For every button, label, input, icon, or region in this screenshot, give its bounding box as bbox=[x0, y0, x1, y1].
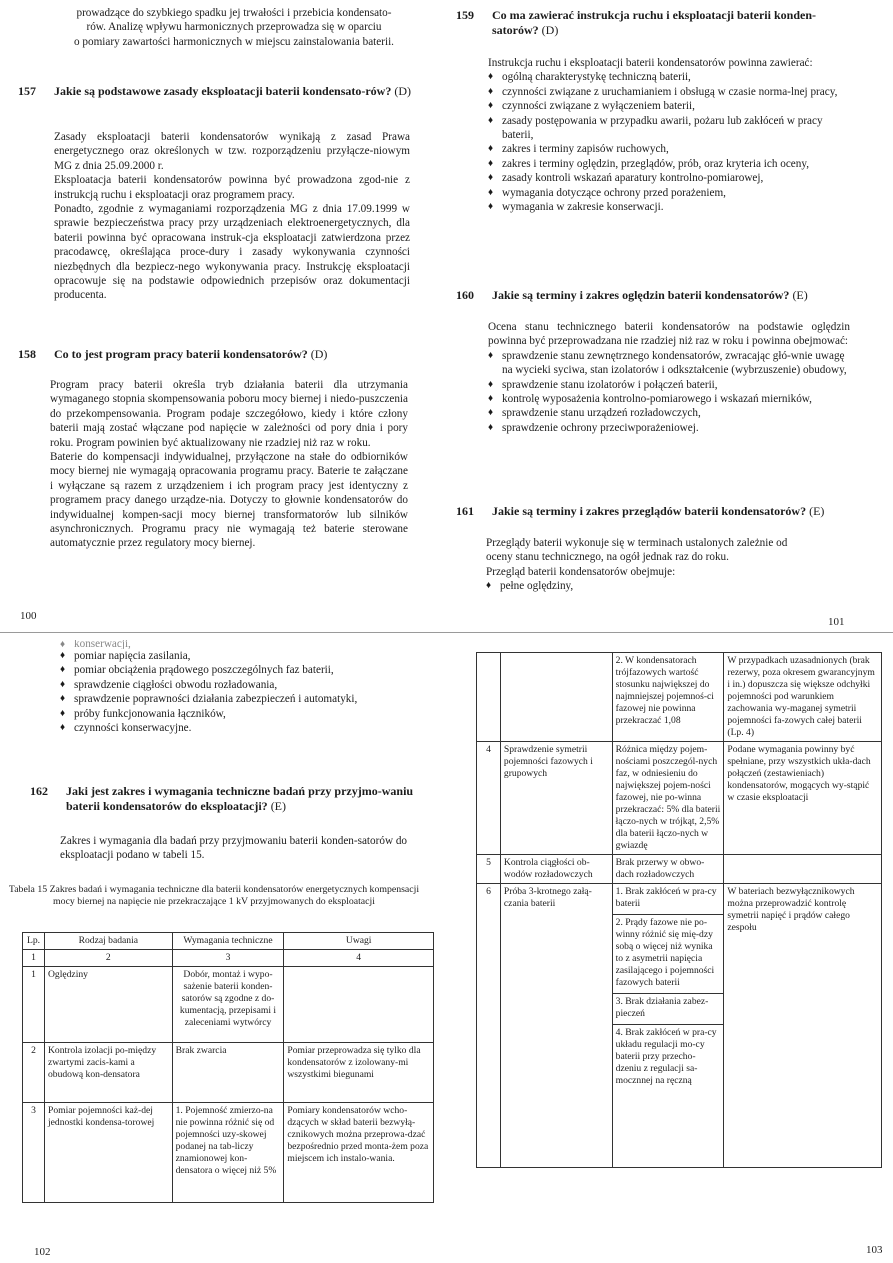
table-cell: 2 bbox=[23, 1043, 45, 1103]
p100-intro bbox=[54, 6, 414, 49]
table-cell: Oględziny bbox=[44, 967, 172, 1043]
table-cell: Dobór, montaż i wypo-sażenie baterii konden-satorów są zgodne z do-kumentacją, przepisami i zaleceniami wytwórcy bbox=[172, 967, 284, 1043]
bullet-list bbox=[488, 349, 850, 435]
list-item: ♦ wymagania w zakresie konserwacji. bbox=[488, 200, 850, 214]
paragraph: Zasady eksploatacji baterii kondensatorów wynikają z zasad Prawa energetycznego oraz określonych w tzw. rozporządzeniu przyłącze-niowym MG z dnia 25.09.2000 r. bbox=[54, 131, 410, 172]
page-number: 102 bbox=[34, 1246, 51, 1258]
requirement-item: 1. Brak zakłóceń w pra-cy baterii bbox=[615, 886, 717, 909]
list-item: ♦ czynności związane z wyłączeniem baterii, bbox=[488, 99, 850, 113]
table-cell: Sprawdzenie symetrii pojemności fazowych i grupowych bbox=[500, 742, 612, 855]
table-cell: Pomiary kondensatorów wcho-dzących w skład baterii bezwyłą-cznikowych można przeprowa-dzać bezpośrednio przed monta-żem poza miejscem ich instalo-wania. bbox=[284, 1103, 434, 1203]
bullet-list bbox=[60, 640, 420, 735]
list-item: ♦ sprawdzenie stanu izolatorów i połączeń baterii, bbox=[488, 378, 850, 392]
p100-intro-line: prowadzące do szybkiego spadku jej trwałości i przebicia kondensato- bbox=[76, 7, 392, 19]
question-161-body bbox=[486, 536, 852, 594]
question-number: 159 bbox=[456, 8, 474, 22]
question-160-body bbox=[488, 320, 850, 435]
table-cell: 2 bbox=[44, 950, 172, 967]
requirement-item: 4. Brak zakłóceń w pra-cy układu regulacji mo-cy baterii przy przecho-dzeniu z regulacji sa-mocznnej na ręczną bbox=[613, 1024, 724, 1089]
question-level: (D) bbox=[310, 347, 328, 361]
table-15-caption: Tabela 15 Zakres badań i wymagania techniczne dla baterii kondensatorów energetycznych kompensacji mocy biernej na napięcie nie przekraczające 1 kV przyjmowanych do eksploatacji bbox=[8, 884, 420, 907]
question-162-heading bbox=[30, 784, 430, 814]
question-158-heading bbox=[18, 347, 418, 362]
table-cell: Brak przerwy w obwo-dach rozładowczych bbox=[612, 855, 724, 884]
list-item: ♦ zakres i terminy zapisów ruchowych, bbox=[488, 142, 850, 156]
table-row bbox=[23, 1103, 434, 1203]
question-157-heading bbox=[18, 84, 418, 99]
requirement-item: 3. Brak działania zabez-pieczeń bbox=[613, 993, 724, 1022]
paragraph: Baterie do kompensacji indywidualnej, przyłączone na stałe do odbiorników mocy biernej nie wymagają opracowania programu pracy. Baterie te załączane i wyłączane są razem z urządzeniem i ich program pracy jest identyczny z programem pracy danego urządze-nia. Dotyczy to głownie kondensatorów do indywidualnej kompen-sacji mocy biernej transformatorów lub silników asynchronicznych. Programu pracy nie wymagają też baterie sterowane automatycznie przez regulatory mocy biernej. bbox=[50, 451, 408, 550]
question-160-heading bbox=[456, 288, 856, 303]
table-cell bbox=[612, 884, 724, 1168]
question-title: Jaki jest zakres i wymagania techniczne badań przy przyjmo-waniu baterii kondensatorów do eksploatacji? bbox=[66, 784, 414, 813]
question-level: (D) bbox=[541, 23, 559, 37]
page-number: 100 bbox=[20, 610, 37, 622]
question-title: Jakie są terminy i zakres przeglądów baterii kondensatorów? bbox=[492, 504, 807, 518]
page-number: 101 bbox=[828, 616, 845, 628]
list-item: ♦ czynności związane z uruchamianiem i obsługą w czasie norma-lnej pracy, bbox=[488, 85, 850, 99]
paragraph-line: Przeglądy baterii wykonuje się w terminach ustalonych zależnie od bbox=[486, 537, 788, 549]
p100-intro-line: o pomiary zawartości harmonicznych w miejscu zainstalowania baterii. bbox=[74, 35, 394, 48]
question-title: Co to jest program pracy baterii kondensatorów? bbox=[54, 347, 308, 361]
table-cell: Różnica między pojem-nościami poszczegól-nych faz, w odniesieniu do największej pojem-ności fazowej, nie po-winna przekraczać: 5% dla baterii łączo-nych w trójkąt, 2,5% dla baterii łączo-nych w gwiazdę bbox=[612, 742, 724, 855]
table-cell: W przypadkach uzasadnionych (brak rezerwy, poza okresem gwarancyjnym i in.) dopuszcza się większe odchyłki pojemności pod warunkiem zachowania wy-maganej symetrii pojemności fa-zowych całej baterii (Lp. 4) bbox=[724, 653, 882, 742]
table-column-number-row bbox=[23, 950, 434, 967]
table-cell bbox=[500, 653, 612, 742]
p100-intro-line: rów. Analizę wpływu harmonicznych przeprowadza się w oparciu bbox=[86, 21, 382, 34]
question-level: (E) bbox=[809, 504, 825, 518]
table-row bbox=[477, 742, 882, 855]
question-level: (E) bbox=[270, 799, 287, 813]
list-item: ♦ zasady kontroli wskazań aparatury kontrolno-pomiarowej, bbox=[488, 171, 850, 185]
list-item: ♦ konserwacji, bbox=[60, 640, 420, 649]
table-cell: Kontrola ciągłości ob-wodów rozładowczych bbox=[500, 855, 612, 884]
table-row bbox=[23, 967, 434, 1043]
paragraph: Zakres i wymagania dla badań przy przyjmowaniu baterii konden-satorów do eksploatacji podano w tabeli 15. bbox=[60, 835, 408, 862]
table-cell: 1 bbox=[23, 950, 45, 967]
list-item: ♦ pełne oględziny, bbox=[486, 579, 852, 593]
table-cell: 6 bbox=[477, 884, 501, 1168]
list-item: ♦ zakres i terminy oględzin, przeglądów, prób, oraz kryteria ich oceny, bbox=[488, 157, 850, 171]
paragraph-line: oceny stanu technicznego, na ogół jednak raz do roku. bbox=[486, 551, 729, 564]
table-cell bbox=[724, 855, 882, 884]
paragraph-line: Przegląd baterii kondensatorów obejmuje: bbox=[486, 565, 676, 578]
question-number: 157 bbox=[18, 84, 36, 98]
table-header-cell: Lp. bbox=[23, 933, 45, 950]
table-row bbox=[477, 855, 882, 884]
table-cell: Brak zwarcia bbox=[172, 1043, 284, 1103]
question-number: 161 bbox=[456, 504, 474, 518]
list-item: ♦ próby funkcjonowania łączników, bbox=[60, 707, 420, 721]
paragraph: Eksploatacja baterii kondensatorów powinna być prowadzona zgod-nie z instrukcją ruchu i eksploatacji oraz programem pracy. bbox=[54, 174, 410, 201]
table-row bbox=[477, 884, 882, 1168]
table-cell: 3 bbox=[172, 950, 284, 967]
table-cell: 4 bbox=[477, 742, 501, 855]
question-159-body bbox=[488, 56, 850, 214]
question-161-heading bbox=[456, 504, 856, 519]
list-item: ♦ sprawdzenie stanu zewnętrznego kondensatorów, zwracając głó-wnie uwagę na wycieki syciwa, stan izolatorów i odkształcenie (wybrzuszenie) obudowy, bbox=[488, 349, 850, 378]
list-item: ♦ wymagania dotyczące ochrony przed porażeniem, bbox=[488, 186, 850, 200]
question-number: 158 bbox=[18, 347, 36, 361]
table-cell: Pomiar pojemności każ-dej jednostki kondensa-torowej bbox=[44, 1103, 172, 1203]
table-header-cell: Rodzaj badania bbox=[44, 933, 172, 950]
table-cell: 4 bbox=[284, 950, 434, 967]
question-number: 160 bbox=[456, 288, 474, 302]
table-header-cell: Uwagi bbox=[284, 933, 434, 950]
list-item: ♦ czynności konserwacyjne. bbox=[60, 721, 420, 735]
table-cell: 3 bbox=[23, 1103, 45, 1203]
question-158-body bbox=[50, 378, 408, 551]
table-row bbox=[23, 1043, 434, 1103]
table-cell: 1. Pojemność zmierzo-na nie powinna różnić się od pojemności uzy-skowej podanej na tab-liczy znamionowej kon-densatora o więcej niż 5% bbox=[172, 1103, 284, 1203]
question-level: (D) bbox=[394, 84, 412, 98]
table-cell: W bateriach bezwyłącznikowych można przeprowadzić kontrolę symetrii napięć i prądów całego zespołu bbox=[724, 884, 882, 1168]
requirement-item: 2. Prądy fazowe nie po-winny różnić się mię-dzy sobą o więcej niż wynika to z asymetrii napięcia zasilającego i pojemności fazowych baterii bbox=[613, 914, 724, 991]
bullet-list bbox=[486, 579, 852, 593]
paragraph: Program pracy baterii określa tryb działania baterii dla utrzymania wymaganego stopnia skompensowania poboru mocy biernej i niedo-puszczenia do przekompensowania. Program podaje szczegółowo, kiedy i które człony baterii mają zostać włączane pod napięcie w zależności od pory dnia i pory roku. Program powinien być aktualizowany nie rzadziej niż raz w roku. bbox=[50, 379, 408, 449]
table-cell: Pomiar przeprowadza się tylko dla kondensatorów z izolowany-mi wszystkimi biegunami bbox=[284, 1043, 434, 1103]
question-level: (E) bbox=[792, 288, 808, 302]
p102-checklist bbox=[60, 640, 420, 735]
question-number: 162 bbox=[30, 784, 48, 798]
table-row bbox=[477, 653, 882, 742]
question-title: Jakie są terminy i zakres oględzin baterii kondensatorów? bbox=[492, 288, 790, 302]
question-162-body bbox=[60, 834, 422, 863]
list-item: ♦ kontrolę wyposażenia kontrolno-pomiarowego i wskazań mierników, bbox=[488, 392, 850, 406]
table-header-cell: Wymagania techniczne bbox=[172, 933, 284, 950]
paragraph: Ocena stanu technicznego baterii kondensatorów na podstawie oględzin powinna być przeprowadzana nie rzadziej niż raz w roku i powinna obejmować: bbox=[488, 321, 850, 348]
table-cell: 5 bbox=[477, 855, 501, 884]
page-number: 103 bbox=[866, 1244, 883, 1256]
list-item: ♦ pomiar napięcia zasilania, bbox=[60, 649, 420, 663]
table-cell: Kontrola izolacji po-między zwartymi zacis-kami a obudową kon-densatora bbox=[44, 1043, 172, 1103]
list-item: ♦ sprawdzenie ochrony przeciwporażeniowej. bbox=[488, 421, 850, 435]
list-item: ♦ pomiar obciążenia prądowego poszczególnych faz baterii, bbox=[60, 663, 420, 677]
table-cell: Podane wymagania powinny być spełniane, przy wszystkich ukła-dach połączeń (zestawieniach) kondensatorów, mogących wy-stąpić w czasie eksploatacji bbox=[724, 742, 882, 855]
list-item: ♦ zasady postępowania w przypadku awarii, pożaru lub zakłóceń w pracy baterii, bbox=[488, 114, 850, 143]
table-15-part-1 bbox=[22, 932, 434, 1203]
page-divider bbox=[0, 632, 893, 633]
table-cell: Próba 3-krotnego załą-czania baterii bbox=[500, 884, 612, 1168]
list-item: ♦ ogólną charakterystykę techniczną baterii, bbox=[488, 70, 850, 84]
list-item: ♦ sprawdzenie stanu urządzeń rozładowczych, bbox=[488, 406, 850, 420]
table-cell: 1 bbox=[23, 967, 45, 1043]
list-item: ♦ sprawdzenie ciągłości obwodu rozładowania, bbox=[60, 678, 420, 692]
question-title: Jakie są podstawowe zasady eksploatacji baterii kondensato-rów? bbox=[54, 84, 392, 98]
table-cell bbox=[477, 653, 501, 742]
question-159-heading bbox=[456, 8, 856, 38]
list-item: ♦ sprawdzenie poprawności działania zabezpieczeń i automatyki, bbox=[60, 692, 420, 706]
bullet-list bbox=[488, 70, 850, 214]
paragraph: Ponadto, zgodnie z wymaganiami rozporządzenia MG z dnia 17.09.1999 w sprawie bezpieczeństwa pracy przy urządzeniach elektroenergetycznych, dla baterii powinna być opracowana instruk-cja eksploatacji zatwierdzona przez pracodawcę, określająca proce-dury i zasady wykonywania czynności niezbędnych dla bezpiecz-nego wykonywania pracy. Instrukcję eksploatacji opracowuje się na podstawie odpowiednich przepisów oraz dokumentacji producenta. bbox=[54, 203, 410, 302]
table-header-row bbox=[23, 933, 434, 950]
paragraph: Instrukcja ruchu i eksploatacji baterii kondensatorów powinna zawierać: bbox=[488, 57, 813, 69]
table-cell: 2. W kondensatorach trójfazowych wartość stosunku największej do najmniejszej pojemnoś-ci fazowej nie powinna przekraczać 1,08 bbox=[612, 653, 724, 742]
question-157-body bbox=[54, 130, 410, 303]
table-cell bbox=[284, 967, 434, 1043]
question-title: Co ma zawierać instrukcja ruchu i eksploatacji baterii konden-satorów? bbox=[492, 8, 816, 37]
table-15-part-2 bbox=[476, 652, 882, 1168]
